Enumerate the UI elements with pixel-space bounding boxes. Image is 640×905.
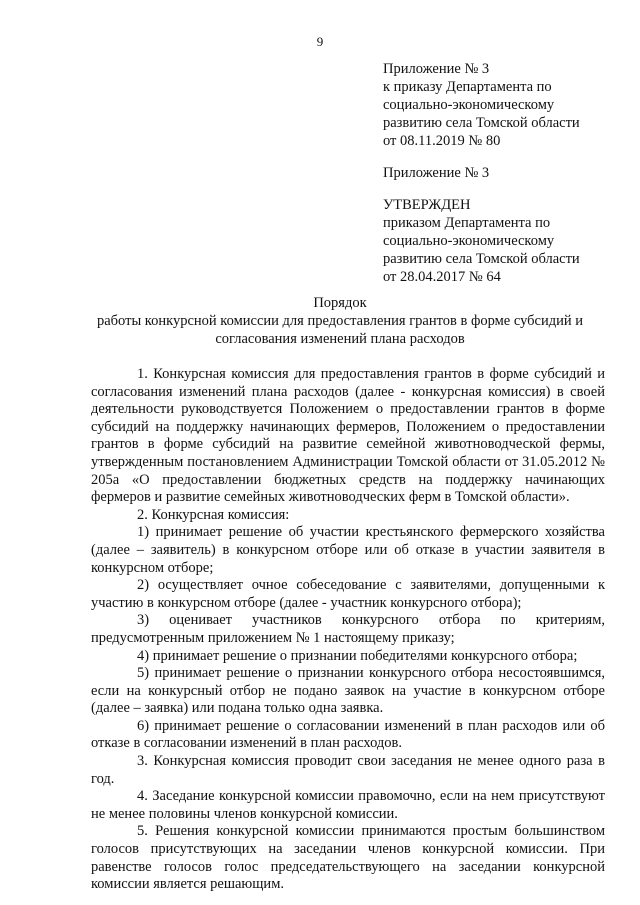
document-title: Порядок	[313, 295, 367, 311]
annex-line: развитию села Томской области	[383, 115, 580, 131]
annex-line: к приказу Департамента по	[383, 79, 552, 95]
approved-line: от 28.04.2017 № 64	[383, 269, 501, 285]
annex-block	[383, 60, 623, 150]
page-number: 9	[316, 34, 324, 49]
approved-line: развитию села Томской области	[383, 251, 580, 267]
paragraph: 5) принимает решение о признании конкурсного отбора несостоявшимся, если на конкурсный отбор не подано заявок на участие в конкурсном отборе (далее – заявка) или подана только одна заявка.	[91, 665, 605, 717]
document-subtitle: работы конкурсной комиссии для предоставления грантов в форме субсидий и согласования изменений плана расходов	[96, 313, 584, 347]
annex-label: Приложение № 3	[383, 165, 490, 181]
annex-line: социально-экономическому	[383, 97, 555, 113]
paragraph: 3. Конкурсная комиссия проводит свои заседания не менее одного раза в год.	[91, 753, 605, 787]
paragraph: 2) осуществляет очное собеседование с заявителями, допущенными к участию в конкурсном отборе (далее - участник конкурсного отбора);	[91, 577, 605, 611]
approved-line: УТВЕРЖДЕН	[383, 197, 471, 213]
approved-block	[383, 196, 623, 286]
annex-line: от 08.11.2019 № 80	[383, 133, 501, 149]
paragraph: 1. Конкурсная комиссия для предоставления грантов в форме субсидий и согласования изменений плана расходов (далее - конкурсная комиссия) в своей деятельности руководствуется Положением о предоставлении грантов в форме субсидий на поддержку начинающих фермеров, Положением о предоставлении грантов в форме субсидий на развитие семейной животноводческой фермы, утвержденным постановлением Администрации Томской области от 31.05.2012 № 205а «О предоставлении бюджетных средств на поддержку начинающих фермеров и развитие семейных животноводческих ферм в Томской области».	[91, 366, 605, 506]
paragraph: 2. Конкурсная комиссия:	[137, 506, 290, 523]
paragraph: 4) принимает решение о признании победителями конкурсного отбора;	[137, 647, 578, 664]
approved-line: социально-экономическому	[383, 233, 555, 249]
approved-line: приказом Департамента по	[383, 215, 551, 231]
paragraph: 4. Заседание конкурсной комиссии правомочно, если на нем присутствуют не менее половины членов конкурсной комиссии.	[91, 788, 605, 822]
paragraph: 3) оценивает участников конкурсного отбора по критериям, предусмотренным приложением № 1 настоящему приказу;	[91, 612, 605, 646]
paragraph: 6) принимает решение о согласовании изменений в план расходов или об отказе в согласовании изменений в план расходов.	[91, 717, 605, 752]
paragraph: 5. Решения конкурсной комиссии принимаются простым большинством голосов присутствующих на заседании членов конкурсной комиссии. При равенстве голосов голос председательствующего на заседании конкурсной комиссии является решающим.	[91, 823, 605, 893]
annex-line: Приложение № 3	[383, 61, 490, 77]
document-body	[91, 366, 605, 894]
paragraph: 1) принимает решение об участии крестьянского фермерского хозяйства (далее – заявитель) в конкурсном отборе или об отказе в участии заявителя в конкурсном отборе;	[91, 524, 605, 576]
